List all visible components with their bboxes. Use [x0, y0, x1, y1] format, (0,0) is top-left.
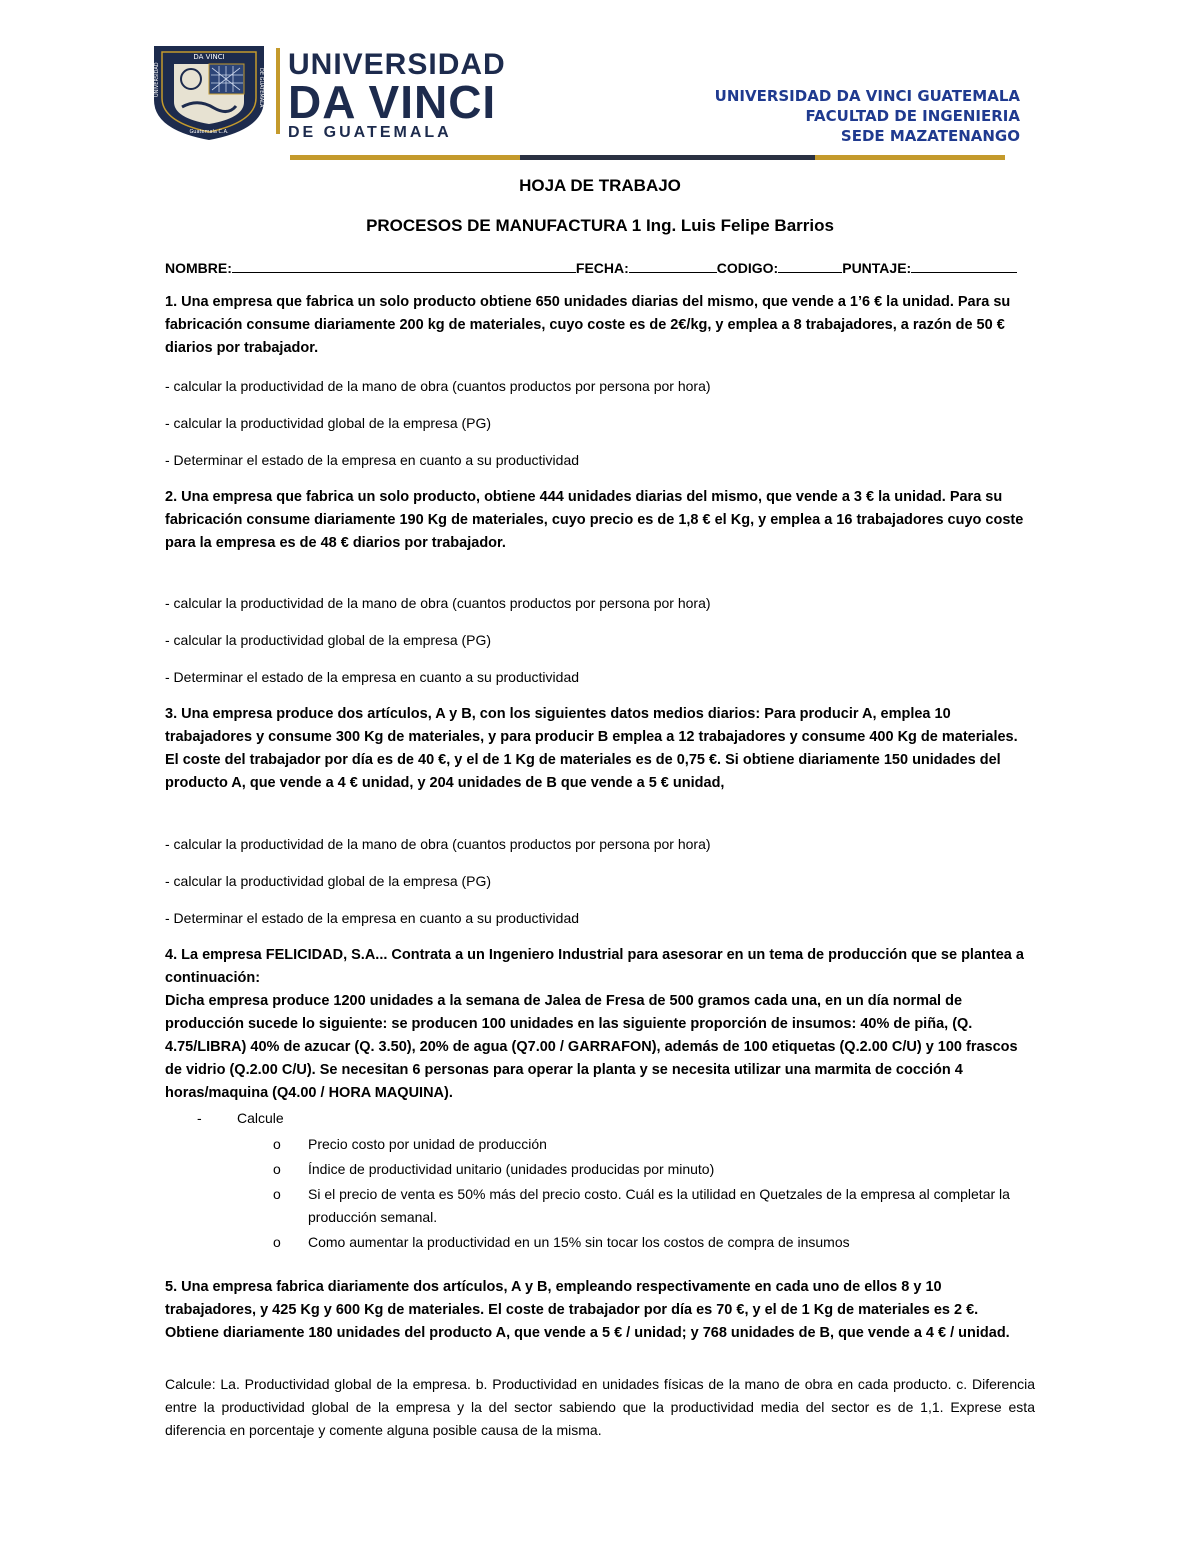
q1-item: - calcular la productividad de la mano de obra (cuantos productos por persona por hora): [165, 378, 711, 394]
institution-block: [715, 86, 1020, 146]
seal-text-bottom: Guatemala C.A.: [189, 129, 229, 135]
seal-text-left: UNIVERSIDAD: [154, 62, 160, 97]
fecha-field[interactable]: [629, 258, 717, 273]
q3-item: - calcular la productividad global de la empresa (PG): [165, 873, 492, 889]
list-item: o Índice de productividad unitario (unidades producidas por minuto): [165, 1158, 1035, 1181]
seal-text-right: DE GUATEMALA: [258, 68, 264, 108]
list-item: o Precio costo por unidad de producción: [165, 1133, 1035, 1156]
q4-calc-list: [165, 1133, 1035, 1254]
header-stripe-gold-left: [290, 155, 520, 160]
q1-item: - calcular la productividad global de la empresa (PG): [165, 415, 492, 431]
q4-calc-dash: -: [197, 1110, 202, 1126]
puntaje-label: PUNTAJE:: [842, 260, 912, 276]
puntaje-field[interactable]: [911, 258, 1017, 273]
q5-calc: Calcule: La. Productividad global de la empresa. b. Productividad en unidades físicas de la mano de obra en cada producto. c. Diferencia entre la productividad global de la empresa y la del sector sabiendo que la productividad media del sector es de 1,1. Exprese esta diferencia en porcentaje y comente alguna posible causa de la misma.: [165, 1376, 1035, 1438]
nombre-field[interactable]: [232, 258, 576, 273]
q4-calc-label: Calcule: [237, 1110, 284, 1126]
list-item: o Si el precio de venta es 50% más del precio costo. Cuál es la utilidad en Quetzales de la empresa al completar la producción semanal.: [165, 1183, 1035, 1229]
wordmark-line1: UNIVERSIDAD: [288, 48, 506, 81]
codigo-field[interactable]: [778, 258, 842, 273]
faculty-name: FACULTAD DE INGENIERIA: [805, 107, 1020, 125]
q3-item: - Determinar el estado de la empresa en cuanto a su productividad: [165, 910, 580, 926]
university-seal: [148, 42, 270, 142]
nombre-label: NOMBRE:: [165, 260, 232, 276]
list-item: o Como aumentar la productividad en un 15% sin tocar los costos de compra de insumos: [165, 1231, 1035, 1254]
institution-name: UNIVERSIDAD DA VINCI GUATEMALA: [714, 87, 1020, 105]
question-4-body: Dicha empresa produce 1200 unidades a la semana de Jalea de Fresa de 500 gramos cada una, en un día normal de producción sucede lo siguiente: se producen 100 unidades en las siguiente proporción de insumos: 40% de piña, (Q. 4.75/LIBRA) 40% de azucar (Q. 3.50), 20% de agua (Q7.00 / GARRAFON), además de 100 etiquetas (Q.2.00 C/U) y 100 frascos de vidrio (Q.2.00 C/U). Se necesitan 6 personas para operar la planta y se necesita utilizar una marmita de cocción 4 horas/maquina (Q4.00 / HORA MAQUINA).: [165, 993, 1018, 1101]
question-4-intro: 4. La empresa FELICIDAD, S.A... Contrata a un Ingeniero Industrial para asesorar en un tema de producción que se plantea a continuación:: [165, 947, 1024, 986]
question-5: 5. Una empresa fabrica diariamente dos artículos, A y B, empleando respectivamente en cada uno de ellos 8 y 10 trabajadores, y 425 Kg y 600 Kg de materiales. El coste de trabajador por día es 70 €, y el de 1 Kg de materiales es 2 €. Obtiene diariamente 180 unidades del producto A, que vende a 5 € / unidad; y 768 unidades de B, que vende a 4 € / unidad.: [165, 1279, 1010, 1341]
wordmark-line3: DE GUATEMALA: [288, 124, 452, 141]
bullet: o: [273, 1186, 281, 1202]
q1-item: - Determinar el estado de la empresa en cuanto a su productividad: [165, 452, 580, 468]
wordmark-line2: DA VINCI: [288, 76, 497, 128]
course-subtitle: PROCESOS DE MANUFACTURA 1 Ing. Luis Felipe Barrios: [366, 216, 834, 235]
bullet: o: [273, 1161, 281, 1177]
university-logo: [148, 42, 506, 146]
page-title: HOJA DE TRABAJO: [519, 176, 681, 195]
q2-item: - Determinar el estado de la empresa en cuanto a su productividad: [165, 669, 580, 685]
student-fields: [165, 258, 1035, 276]
q3-item: - calcular la productividad de la mano de obra (cuantos productos por persona por hora): [165, 836, 711, 852]
logo-wordmark: [288, 50, 506, 142]
question-3: 3. Una empresa produce dos artículos, A y B, con los siguientes datos medios diarios: Para producir A, emplea 10 trabajadores y consume 300 Kg de materiales, y para producir B emplea a 12 trabajadores y consume 400 Kg de materiales. El coste del trabajador por día es de 40 €, y el de 1 Kg de materiales es de 0,75 €. Si obtiene diariamente 150 unidades del producto A, que vende a 4 € unidad, y 204 unidades de B que vende a 5 € unidad,: [165, 706, 1018, 791]
q4-calc-heading: [197, 1107, 1035, 1129]
campus-name: SEDE MAZATENANGO: [840, 127, 1020, 145]
q2-item: - calcular la productividad de la mano de obra (cuantos productos por persona por hora): [165, 595, 711, 611]
seal-text-top: DA VINCI: [193, 53, 225, 61]
bullet: o: [273, 1136, 281, 1152]
bullet: o: [273, 1234, 281, 1250]
header-stripe-gold-right: [815, 155, 1005, 160]
question-1: 1. Una empresa que fabrica un solo producto obtiene 650 unidades diarias del mismo, que vende a 1’6 € la unidad. Para su fabricación consume diariamente 200 kg de materiales, cuyo coste es de 2€/kg, y emplea a 8 trabajadores, a razón de 50 € diarios por trabajador.: [165, 294, 1011, 356]
worksheet-body: [165, 176, 1035, 1442]
codigo-label: CODIGO:: [716, 260, 779, 276]
logo-divider: [276, 48, 280, 134]
fecha-label: FECHA:: [575, 260, 629, 276]
header-stripe-dark: [520, 155, 815, 160]
q2-item: - calcular la productividad global de la empresa (PG): [165, 632, 492, 648]
question-2: 2. Una empresa que fabrica un solo producto, obtiene 444 unidades diarias del mismo, que vende a 3 € la unidad. Para su fabricación consume diariamente 190 Kg de materiales, cuyo precio es de 1,8 € el Kg, y emplea a 16 trabajadores cuyo coste para la empresa es de 48 € diarios por trabajador.: [165, 489, 1024, 551]
